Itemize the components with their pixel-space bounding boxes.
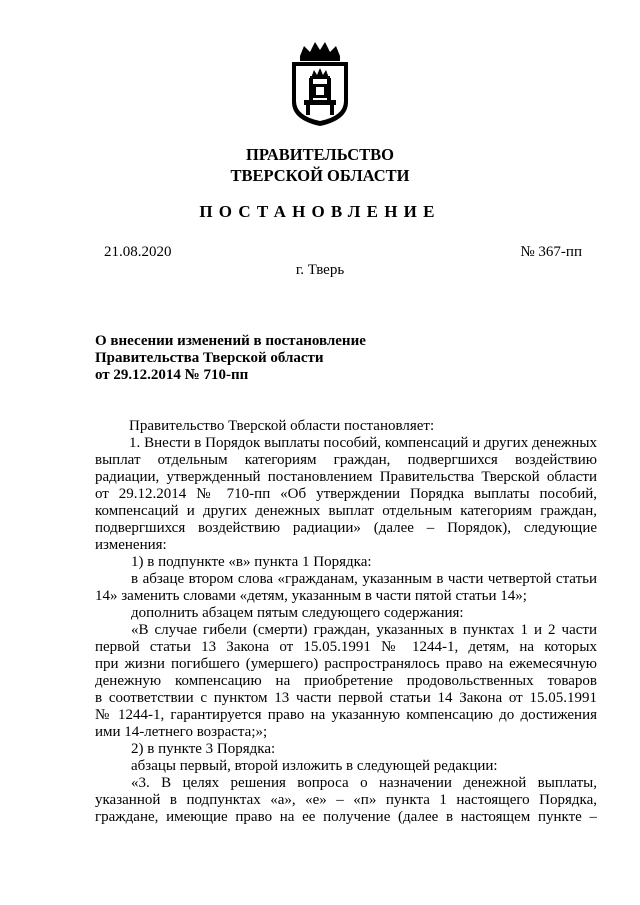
body-line: 2) в пункте 3 Порядка: xyxy=(131,741,276,757)
body-line: 14» заменить словами «детям, указанным в части пятой статьи 14»; xyxy=(95,588,527,604)
body-line: подвергшихся воздействию радиации» (далее – Порядок), следующие xyxy=(95,520,597,536)
government-name-line2: ТВЕРСКОЙ ОБЛАСТИ xyxy=(230,166,410,185)
body-line: изменения: xyxy=(95,537,167,553)
body-line: 1) в подпункте «в» пункта 1 Порядка: xyxy=(131,554,372,570)
body-line: ими 14-летнего возраста;»; xyxy=(95,724,268,740)
body-line: Правительство Тверской области постановляет: xyxy=(129,418,435,434)
body-line: первой статьи 13 Закона от 15.05.1991 № 1244-1, детям, на которых xyxy=(95,639,597,655)
body-line: радиации, утвержденный постановлением Правительства Тверской области xyxy=(95,469,597,485)
body-line: выплат отдельным категориям граждан, подвергшихся воздействию xyxy=(95,452,597,468)
body-line: абзацы первый, второй изложить в следующей редакции: xyxy=(131,758,498,774)
body-line: в абзаце втором слова «гражданам, указанным в части четвертой статьи xyxy=(131,571,597,587)
body-line: граждане, имеющие право на ее получение (далее в настоящем пункте – xyxy=(95,809,597,825)
title-line: О внесении изменений в постановление xyxy=(95,333,366,349)
document-city: г. Тверь xyxy=(295,262,345,278)
body-line: в соответствии с пунктом 13 части первой статьи 14 Закона от 15.05.1991 xyxy=(95,690,597,706)
body-line: компенсаций и других денежных выплат отдельным категориям граждан, xyxy=(95,503,597,519)
body-line: дополнить абзацем пятым следующего содержания: xyxy=(131,605,464,621)
document-body xyxy=(95,418,597,826)
body-line: 1. Внести в Порядок выплаты пособий, компенсаций и других денежных xyxy=(129,435,597,451)
body-line: указанной в подпунктах «а», «е» – «п» пункта 1 настоящего Порядка, xyxy=(95,792,597,808)
title-line: от 29.12.2014 № 710-пп xyxy=(95,367,249,383)
body-line: «3. В целях решения вопроса о назначении денежной выплаты, xyxy=(131,775,597,791)
body-line: № 1244-1, гарантируется право на указанную компенсацию до достижения xyxy=(95,707,597,723)
body-line: от 29.12.2014 № 710-пп «Об утверждении Порядка выплаты пособий, xyxy=(95,486,597,502)
document-type: ПОСТАНОВЛЕНИЕ xyxy=(199,202,441,221)
body-line: «В случае гибели (смерти) граждан, указанных в пунктах 1 и 2 части xyxy=(131,622,597,638)
document-title xyxy=(95,333,415,384)
document-date: 21.08.2020 xyxy=(104,244,172,260)
body-line: денежную компенсацию на приобретение продовольственных товаров xyxy=(95,673,597,689)
title-line: Правительства Тверской области xyxy=(95,350,324,366)
body-line: при жизни погибшего (умершего) распространялось право на ежемесячную xyxy=(95,656,597,672)
document-number: № 367-пп xyxy=(520,244,582,260)
government-name-line1: ПРАВИТЕЛЬСТВО xyxy=(246,145,394,164)
coat-of-arms-icon xyxy=(286,40,354,128)
